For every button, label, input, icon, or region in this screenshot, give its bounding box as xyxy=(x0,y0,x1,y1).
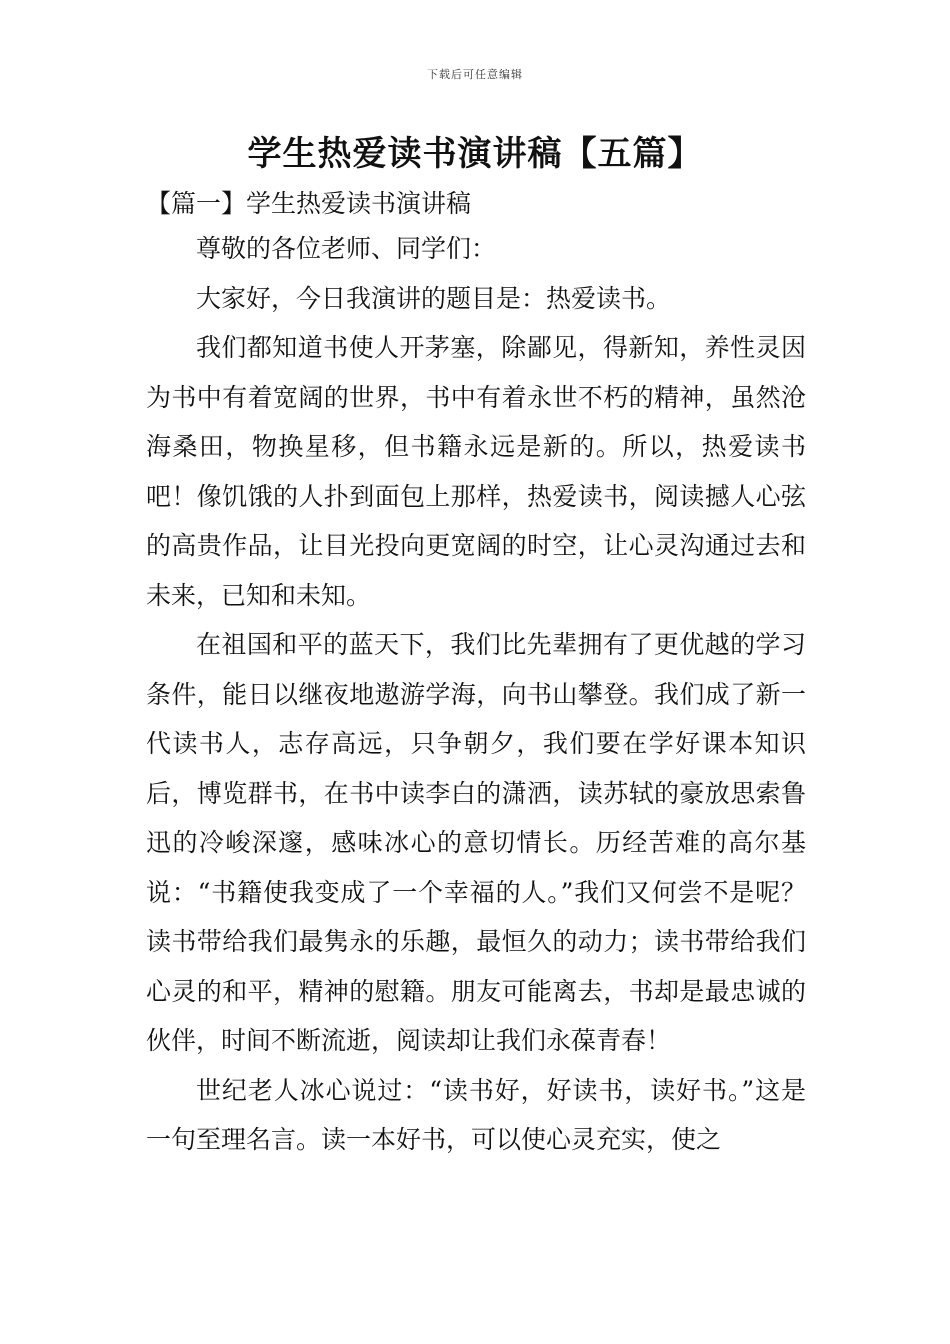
paragraph-salutation: 尊敬的各位老师、同学们： xyxy=(196,234,497,263)
document-title: 学生热爱读书演讲稿【五篇】 xyxy=(247,134,703,174)
body-text xyxy=(146,224,806,1165)
paragraph: 世纪老人冰心说过：“读书好，好读书，读好书。”这是一句至理名言。读一本好书，可以使心灵充实，使之 xyxy=(146,1075,806,1154)
paragraph-greeting: 大家好，今日我演讲的题目是：热爱读书。 xyxy=(196,283,672,313)
header-note: 下载后可任意编辑 xyxy=(427,68,523,81)
paragraph: 在祖国和平的蓝天下，我们比先辈拥有了更优越的学习条件，能日以继夜地遨游学海，向书山攀登。我们成了新一代读书人，志存高远，只争朝夕，我们要在学好课本知识后，博览群书，在书中读李白的潇洒，读苏轼的豪放思索鲁迅的冷峻深邃，感味冰心的意切情长。历经苦难的高尔基说：“书籍使我变成了一个幸福的人。”我们又何尝不是呢？读书带给我们最隽永的乐趣，最恒久的动力；读书带给我们心灵的和平，精神的慰籍。朋友可能离去，书却是最忠诚的伙伴，时间不断流逝，阅读却让我们永葆青春！ xyxy=(146,630,806,1055)
section-heading: 【篇一】学生热爱读书演讲稿 xyxy=(146,189,472,218)
paragraph: 我们都知道书使人开茅塞，除鄙见，得新知，养性灵因为书中有着宽阔的世界，书中有着永世不朽的精神，虽然沧海桑田，物换星移，但书籍永远是新的。所以，热爱读书吧！像饥饿的人扑到面包上那样，热爱读书，阅读撼人心弦的高贵作品，让目光投向更宽阔的时空，让心灵沟通过去和未来，已知和未知。 xyxy=(146,333,806,610)
